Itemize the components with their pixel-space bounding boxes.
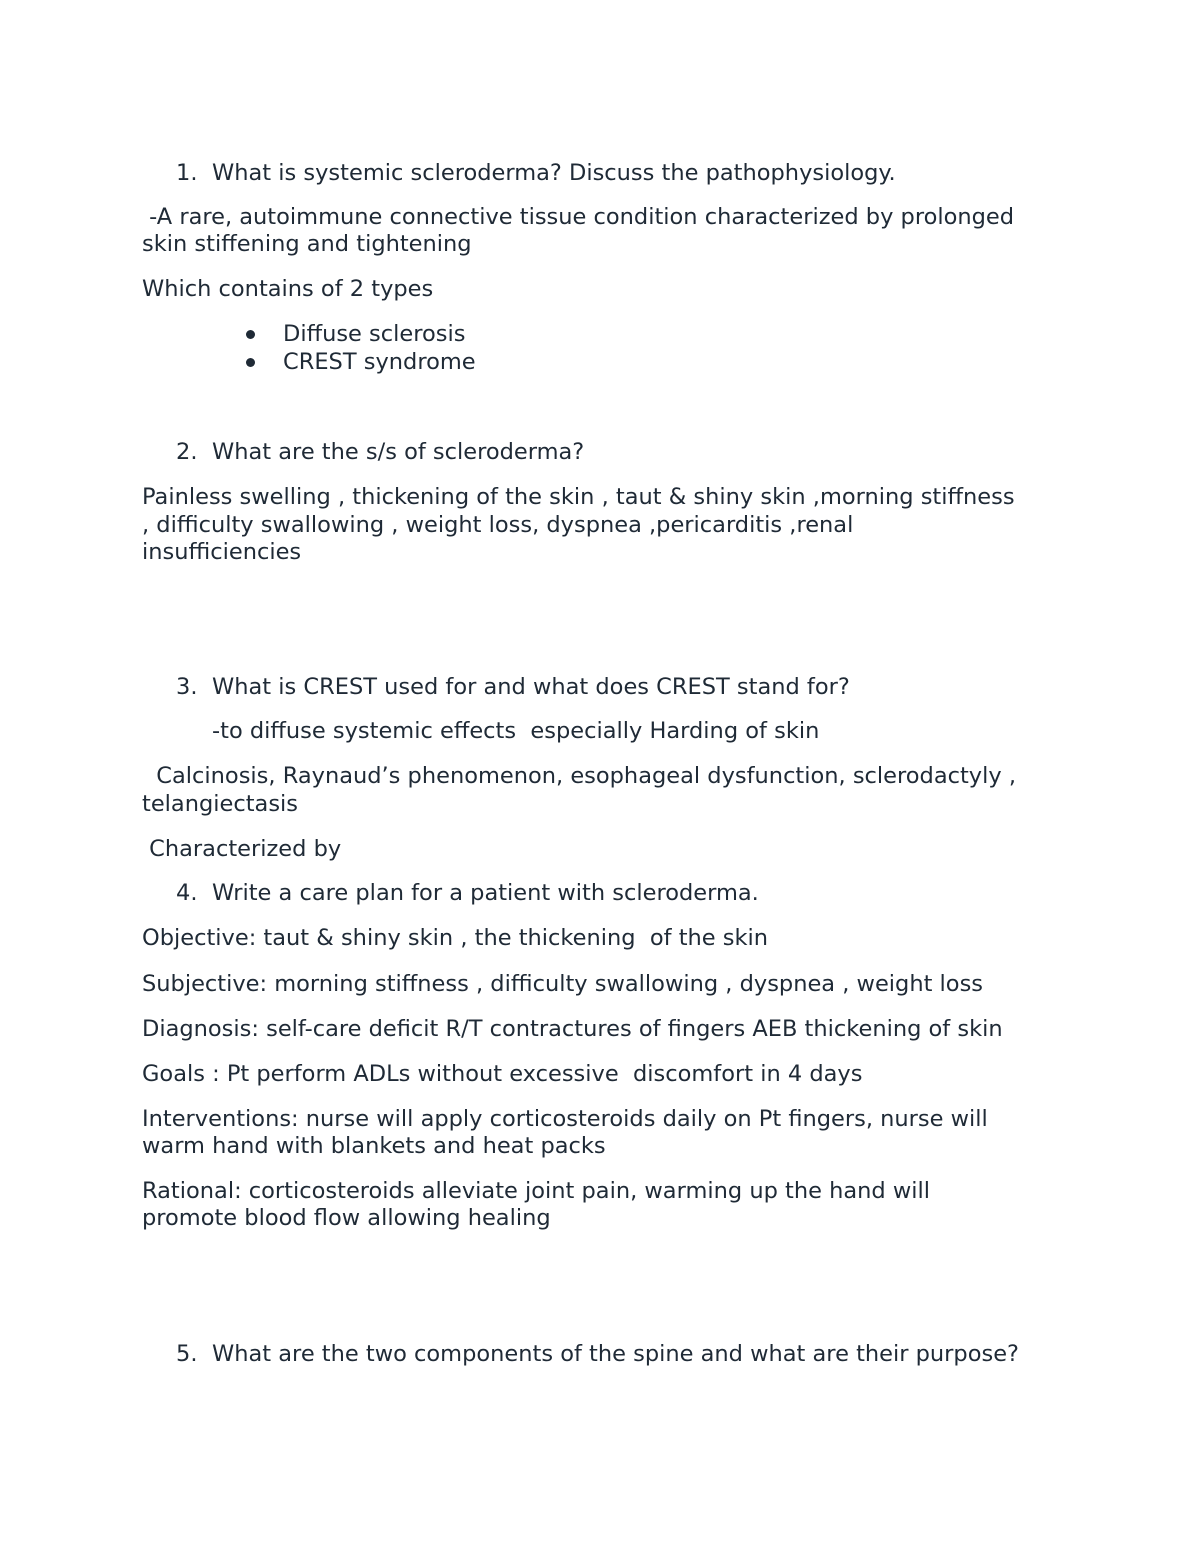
bullet-dot-icon xyxy=(246,330,255,339)
care-plan-interventions-line-1: Interventions: nurse will apply corticosteroids daily on Pt fingers, nurse will xyxy=(142,1106,988,1132)
answer-1-line-2: skin stiffening and tightening xyxy=(142,231,472,257)
answer-2-line-2: , difficulty swallowing , weight loss, dyspnea ,pericarditis ,renal xyxy=(142,512,854,538)
care-plan-rational-line-2: promote blood flow allowing healing xyxy=(142,1205,551,1231)
question-4-text: Write a care plan for a patient with scleroderma. xyxy=(212,880,759,906)
care-plan-subjective: Subjective: morning stiffness , difficulty swallowing , dyspnea , weight loss xyxy=(142,971,984,997)
care-plan-rational-line-1: Rational: corticosteroids alleviate joint pain, warming up the hand will xyxy=(142,1178,930,1204)
answer-3-line-2: Calcinosis, Raynaud’s phenomenon, esophageal dysfunction, sclerodactyly , xyxy=(142,763,1016,789)
care-plan-diagnosis: Diagnosis: self-care deficit R/T contractures of fingers AEB thickening of skin xyxy=(142,1016,1003,1042)
question-1-number: 1. xyxy=(176,160,198,186)
bullet-item-1: Diffuse sclerosis xyxy=(283,321,466,347)
answer-1-line-1: -A rare, autoimmune connective tissue condition characterized by prolonged xyxy=(142,204,1015,230)
bullet-item-2: CREST syndrome xyxy=(283,349,476,375)
answer-3-line-3: telangiectasis xyxy=(142,791,299,817)
question-4-number: 4. xyxy=(176,880,198,906)
care-plan-goals: Goals : Pt perform ADLs without excessive discomfort in 4 days xyxy=(142,1061,863,1087)
answer-3-line-4: Characterized by xyxy=(142,836,342,862)
question-5-number: 5. xyxy=(176,1341,198,1367)
question-1-text: What is systemic scleroderma? Discuss the pathophysiology. xyxy=(212,160,896,186)
answer-1-intro: Which contains of 2 types xyxy=(142,276,434,302)
care-plan-interventions-line-2: warm hand with blankets and heat packs xyxy=(142,1133,606,1159)
question-3-text: What is CREST used for and what does CREST stand for? xyxy=(212,674,850,700)
answer-2-line-1: Painless swelling , thickening of the skin , taut & shiny skin ,morning stiffness xyxy=(142,484,1015,510)
bullet-dot-icon xyxy=(246,358,255,367)
answer-3-line-1: -to diffuse systemic effects especially Harding of skin xyxy=(212,718,820,744)
question-5-text: What are the two components of the spine and what are their purpose? xyxy=(212,1341,1019,1367)
question-2-text: What are the s/s of scleroderma? xyxy=(212,439,585,465)
question-2-number: 2. xyxy=(176,439,198,465)
question-3-number: 3. xyxy=(176,674,198,700)
answer-2-line-3: insufficiencies xyxy=(142,539,302,565)
care-plan-objective: Objective: taut & shiny skin , the thickening of the skin xyxy=(142,925,769,951)
